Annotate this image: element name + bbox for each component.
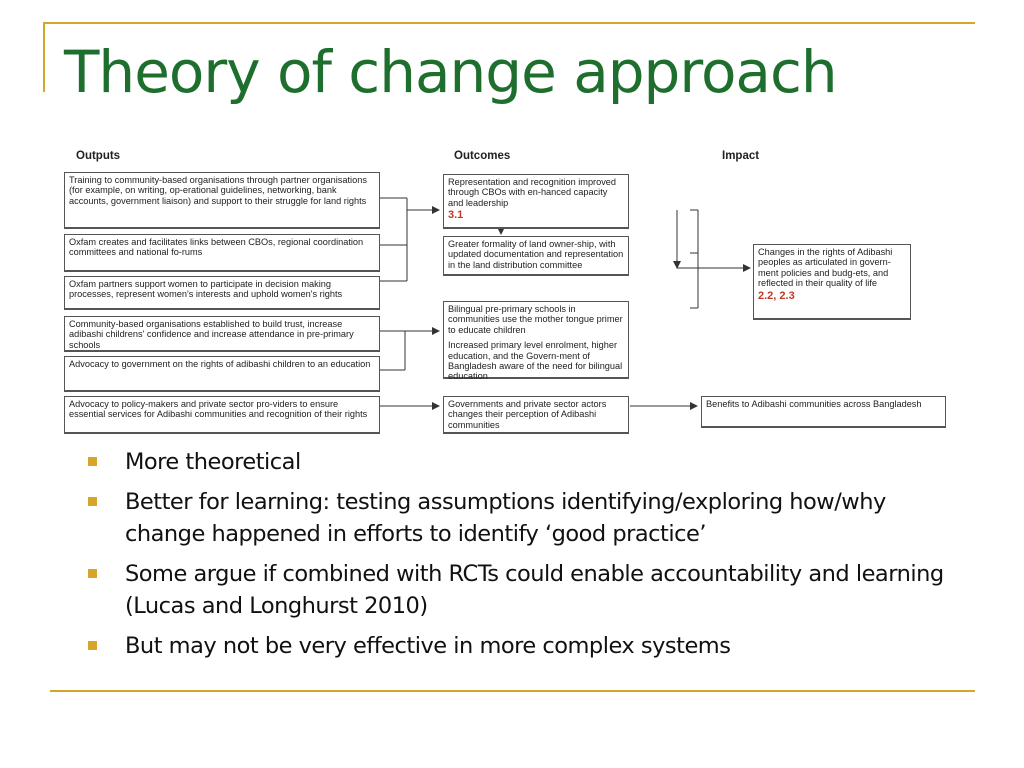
output-box-6: Advocacy to policy-makers and private sector pro-viders to ensure essential services for Adibashi communities and recognition of their rights <box>64 396 380 434</box>
impact-box-1-ref: 2.2, 2.3 <box>758 289 795 302</box>
bullet-square-icon <box>88 457 97 466</box>
outcome-box-1 <box>443 174 629 229</box>
outcome-box-4: Governments and private sector actors changes their perception of Adibashi communities <box>443 396 629 434</box>
impact-header: Impact <box>722 150 760 162</box>
output-box-2: Oxfam creates and facilitates links between CBOs, regional coordination committees and national fo-rums <box>64 234 380 272</box>
theory-of-change-diagram <box>60 148 940 438</box>
slide-title: Theory of change approach <box>64 38 837 106</box>
bullet-item <box>88 446 958 478</box>
outcome-box-1-text: Representation and recognition improved through CBOs with en-hanced capacity and leadership <box>448 177 617 208</box>
outcome-box-2: Greater formality of land owner-ship, with updated documentation and representation in the land distribution committee <box>443 236 629 276</box>
bullet-square-icon <box>88 569 97 578</box>
bullet-square-icon <box>88 641 97 650</box>
bullet-item <box>88 630 958 662</box>
bullet-text: Better for learning: testing assumptions identifying/exploring how/why change happened in efforts to identify ‘good practice’ <box>125 489 886 547</box>
bullet-list <box>88 446 958 670</box>
bullet-item <box>88 558 958 622</box>
outcome-box-1-ref: 3.1 <box>448 209 464 222</box>
accent-vertical-line <box>43 22 45 92</box>
output-box-5: Advocacy to government on the rights of adibashi children to an education <box>64 356 380 392</box>
bullet-text: More theoretical <box>125 449 301 475</box>
impact-box-2: Benefits to Adibashi communities across Bangladesh <box>701 396 946 428</box>
accent-top-line <box>43 22 975 24</box>
output-box-3: Oxfam partners support women to participate in decision making processes, represent women's interests and uphold women's rights <box>64 276 380 310</box>
outputs-header: Outputs <box>76 150 121 162</box>
bullet-item <box>88 486 958 550</box>
impact-box-1 <box>753 244 911 320</box>
impact-box-1-text: Changes in the rights of Adibashi peoples as articulated in govern-ment policies and budg-ets, and reflected in their quality of life <box>758 247 893 289</box>
output-box-1: Training to community-based organisations through partner organisations (for example, on writing, op-erational guidelines, networking, bank accounts, government liaison) and support to their struggle for land rights <box>64 172 380 229</box>
outcome-box-3-text2: Increased primary level enrolment, higher education, and the Govern-ment of Bangladesh aware of the need for bilingual education <box>448 340 623 382</box>
outcomes-header: Outcomes <box>454 150 511 162</box>
outcome-box-3-text: Bilingual pre-primary schools in communities use the mother tongue primer to educate children <box>448 304 623 335</box>
output-box-4: Community-based organisations established to build trust, increase adibashi childrens' confidence and increase attendance in pre-primary schools <box>64 316 380 352</box>
accent-bottom-line <box>50 690 975 692</box>
bullet-text: Some argue if combined with RCTs could enable accountability and learning (Lucas and Longhurst 2010) <box>125 561 944 619</box>
outcome-box-3 <box>443 301 629 382</box>
bullet-text: But may not be very effective in more complex systems <box>125 633 731 659</box>
bullet-square-icon <box>88 497 97 506</box>
